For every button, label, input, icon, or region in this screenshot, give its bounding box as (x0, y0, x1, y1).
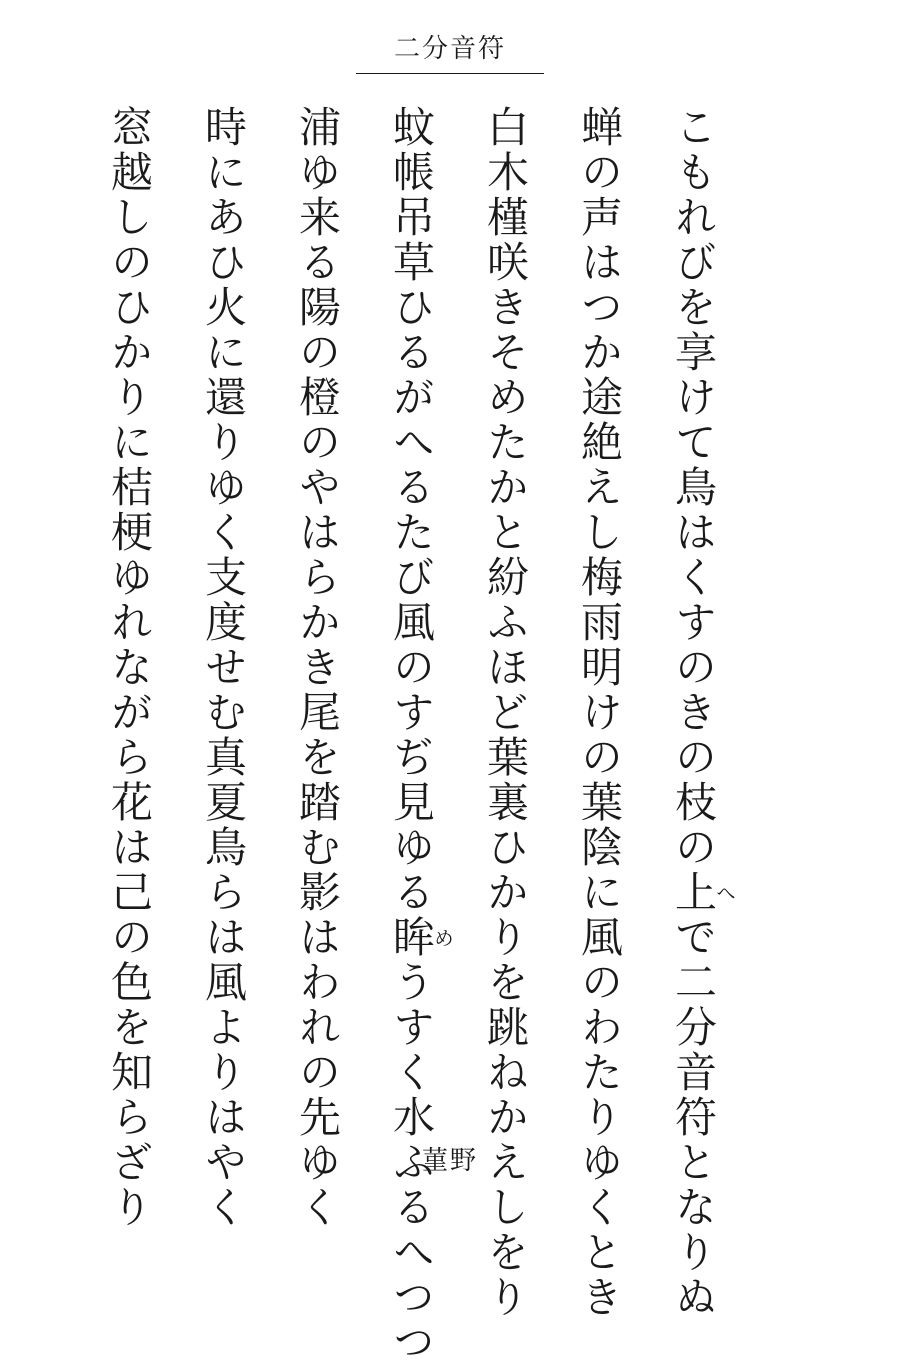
poem-line-1: こもれびを享けて鳥はくすのきの枝の上へで二分音符となりぬ (669, 105, 737, 1320)
ruby-annotation: 上へ (669, 870, 737, 915)
ruby-annotation: 眸め (387, 915, 455, 960)
poem-line-6: 時にあひ火に還りゆく支度せむ真夏鳥らは風よりはやく (199, 105, 248, 1230)
poem-line-4: 蚊帳吊草ひるがへるたび風のすぢ見ゆる眸めうすく水ふるへつつ (387, 105, 455, 1365)
poem-line-3: 白木槿咲きそめたかと紛ふほど葉裏ひかりを跳ねかえしをり (481, 105, 530, 1320)
poem-line-2: 蝉の声はつか途絶えし梅雨明けの葉陰に風のわたりゆくとき (575, 105, 624, 1320)
poem-title: 二分音符 (393, 34, 506, 64)
author-name: 菫野 (421, 1146, 478, 1176)
title-underline (356, 73, 544, 74)
poem-line-5: 浦ゆ来る陽の橙のやはらかき尾を踏む影はわれの先ゆく (293, 105, 342, 1230)
poem-line-7: 窓越しのひかりに桔梗ゆれながら花は己の色を知らざり (105, 105, 154, 1230)
